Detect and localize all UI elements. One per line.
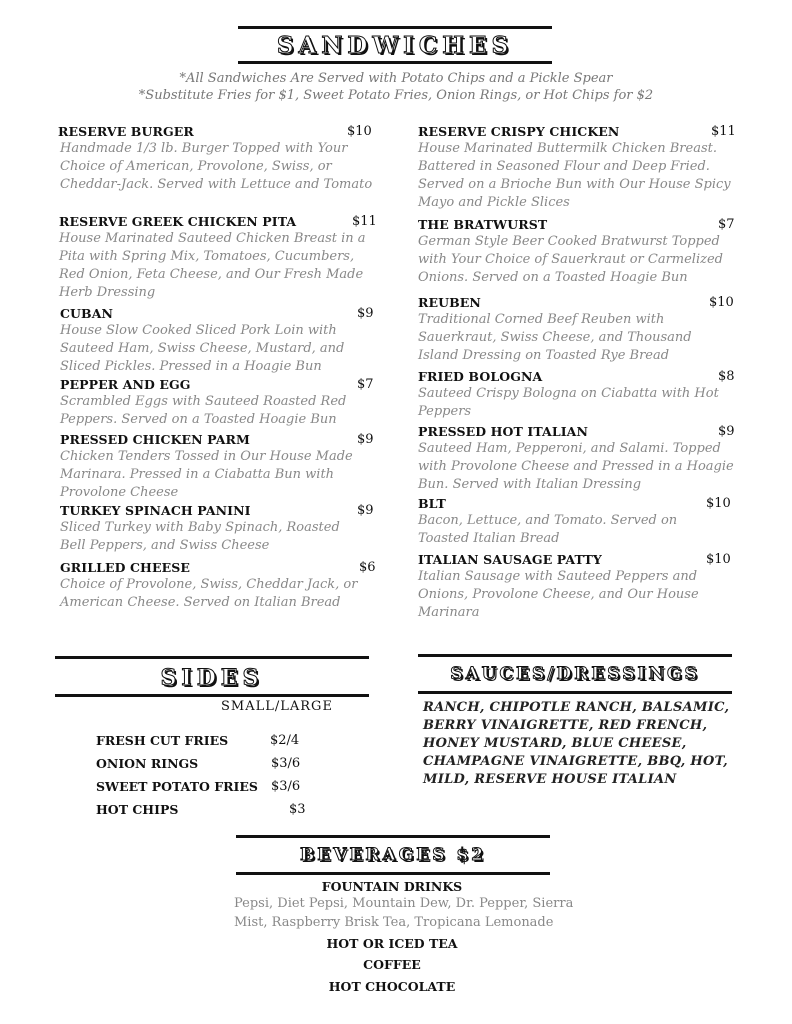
sides-size-label: SMALL/LARGE <box>221 699 333 714</box>
item-name: TURKEY SPINACH PANINI <box>60 503 251 518</box>
item-description-text: Italian Sausage with Sauteed Peppers and Onions, Provolone Cheese, and Our House Marinara <box>418 569 699 620</box>
item-price: $8 <box>718 369 735 384</box>
item-price: $11 <box>352 214 377 229</box>
sandwiches-title: SANDWICHES <box>276 32 514 59</box>
beverage-item: COFFEE <box>363 957 421 972</box>
side-item-price: $2/4 <box>270 733 300 748</box>
item-description-text: House Marinated Buttermilk Chicken Breast. Battered in Seasoned Flour and Deep Fried. Served on a Brioche Bun with Our House Spicy Mayo and Pickle Slices <box>418 141 731 210</box>
menu-item <box>60 306 380 376</box>
item-name: BLT <box>418 496 446 511</box>
sauces-header <box>418 654 732 694</box>
item-price: $10 <box>706 496 731 511</box>
fountain-drinks-label: FOUNTAIN DRINKS <box>321 879 463 894</box>
item-price: $7 <box>718 217 735 232</box>
item-description-text: German Style Beer Cooked Bratwurst Topped with Your Choice of Sauerkraut or Carmelized Onions. Served on a Toasted Hoagie Bun <box>418 234 723 285</box>
fountain-drinks-line: Mist, Raspberry Brisk Tea, Tropicana Lemonade <box>234 915 554 930</box>
sandwiches-header <box>238 26 552 64</box>
item-name: GRILLED CHEESE <box>60 560 190 575</box>
item-description <box>60 140 378 194</box>
menu-item <box>418 496 738 548</box>
menu-item <box>60 503 380 555</box>
side-item-name: ONION RINGS <box>96 756 199 771</box>
item-description-text: Sauteed Ham, Pepperoni, and Salami. Topped with Provolone Cheese and Pressed in a Hoagie Bun. Served with Italian Dressing <box>418 441 734 492</box>
menu-item <box>418 124 738 212</box>
item-description-text: Traditional Corned Beef Reuben with Sauerkraut, Swiss Cheese, and Thousand Island Dressing on Toasted Rye Bread <box>418 312 692 363</box>
item-name: REUBEN <box>418 295 481 310</box>
item-price: $10 <box>709 295 734 310</box>
item-name: FRIED BOLOGNA <box>418 369 543 384</box>
item-name: THE BRATWURST <box>418 217 548 232</box>
side-item-price: $3 <box>289 802 306 817</box>
item-name: CUBAN <box>60 306 114 321</box>
side-item-name: SWEET POTATO FRIES <box>96 779 258 794</box>
sides-title: SIDES <box>160 665 264 691</box>
menu-item <box>418 369 738 421</box>
item-price: $7 <box>357 377 374 392</box>
item-price: $6 <box>359 560 376 575</box>
menu-item <box>59 214 379 302</box>
item-price: $9 <box>357 503 374 518</box>
item-description-text: House Marinated Sauteed Chicken Breast in a Pita with Spring Mix, Tomatoes, Cucumbers, Red Onion, Feta Cheese, and Our Fresh Made Herb Dressing <box>59 231 366 300</box>
fountain-drinks-list <box>234 894 614 932</box>
item-price: $10 <box>347 124 372 139</box>
sauces-list <box>423 699 733 789</box>
item-name: RESERVE GREEK CHICKEN PITA <box>59 214 297 229</box>
item-description-text: Sliced Turkey with Baby Spinach, Roasted Bell Peppers, and Swiss Cheese <box>60 520 340 553</box>
item-description-text: Chicken Tenders Tossed in Our House Made Marinara. Pressed in a Ciabatta Bun with Provolone Cheese <box>60 449 353 500</box>
item-price: $9 <box>357 306 374 321</box>
item-name: RESERVE CRISPY CHICKEN <box>418 124 620 139</box>
item-description-text: Handmade 1/3 lb. Burger Topped with Your Choice of American, Provolone, Swiss, or Cheddar-Jack. Served with Lettuce and Tomato <box>60 141 373 192</box>
beverages-title: BEVERAGES $2 <box>299 845 487 865</box>
item-price: $11 <box>711 124 736 139</box>
sauces-line: CHAMPAGNE VINAIGRETTE, BBQ, HOT, <box>423 754 729 769</box>
item-price: $9 <box>357 432 374 447</box>
item-description-text: Bacon, Lettuce, and Tomato. Served on Toasted Italian Bread <box>418 513 678 546</box>
item-name: ITALIAN SAUSAGE PATTY <box>418 552 602 567</box>
beverages-header <box>236 835 550 875</box>
item-description-text: Scrambled Eggs with Sauteed Roasted Red Peppers. Served on a Toasted Hoagie Bun <box>60 394 347 427</box>
menu-item <box>60 432 380 502</box>
fountain-drinks-line: Pepsi, Diet Pepsi, Mountain Dew, Dr. Pepper, Sierra <box>234 896 574 911</box>
menu-item <box>58 124 378 194</box>
beverage-item: HOT CHOCOLATE <box>328 979 456 994</box>
item-price: $10 <box>706 552 731 567</box>
beverage-item: HOT OR ICED TEA <box>326 936 458 951</box>
item-name: RESERVE BURGER <box>58 124 194 139</box>
item-description-text: Sauteed Crispy Bologna on Ciabatta with Hot Peppers <box>418 386 719 419</box>
header-rule-bottom <box>236 872 550 875</box>
menu-item <box>60 560 380 612</box>
menu-item <box>418 552 738 622</box>
sauces-title: SAUCES/DRESSINGS <box>450 664 700 684</box>
side-item-name: FRESH CUT FRIES <box>96 733 229 748</box>
sandwich-note-1: *All Sandwiches Are Served with Potato Chips and a Pickle Spear <box>179 71 613 86</box>
header-rule-bottom <box>55 694 369 697</box>
menu-item <box>60 377 380 429</box>
item-name: PEPPER AND EGG <box>60 377 191 392</box>
sauces-line: HONEY MUSTARD, BLUE CHEESE, <box>423 736 687 751</box>
menu-item <box>418 217 738 287</box>
menu-item <box>418 295 738 365</box>
item-name: PRESSED HOT ITALIAN <box>418 424 588 439</box>
header-rule-bottom <box>238 61 552 64</box>
sauces-line: BERRY VINAIGRETTE, RED FRENCH, <box>423 718 708 733</box>
side-item-name: HOT CHIPS <box>96 802 179 817</box>
sauces-line: RANCH, CHIPOTLE RANCH, BALSAMIC, <box>423 700 730 715</box>
side-item-price: $3/6 <box>271 756 301 771</box>
header-rule-bottom <box>418 691 732 694</box>
item-description-text: House Slow Cooked Sliced Pork Loin with Sauteed Ham, Swiss Cheese, Mustard, and Sliced Pickles. Pressed in a Hoagie Bun <box>60 323 345 374</box>
sauces-line: MILD, RESERVE HOUSE ITALIAN <box>423 772 677 787</box>
side-item-price: $3/6 <box>271 779 301 794</box>
menu-item <box>418 424 738 494</box>
item-name: PRESSED CHICKEN PARM <box>60 432 250 447</box>
sandwich-note-2: *Substitute Fries for $1, Sweet Potato Fries, Onion Rings, or Hot Chips for $2 <box>138 88 654 103</box>
item-price: $9 <box>718 424 735 439</box>
item-description-text: Choice of Provolone, Swiss, Cheddar Jack, or American Cheese. Served on Italian Bread <box>60 577 358 610</box>
sides-header <box>55 656 369 697</box>
